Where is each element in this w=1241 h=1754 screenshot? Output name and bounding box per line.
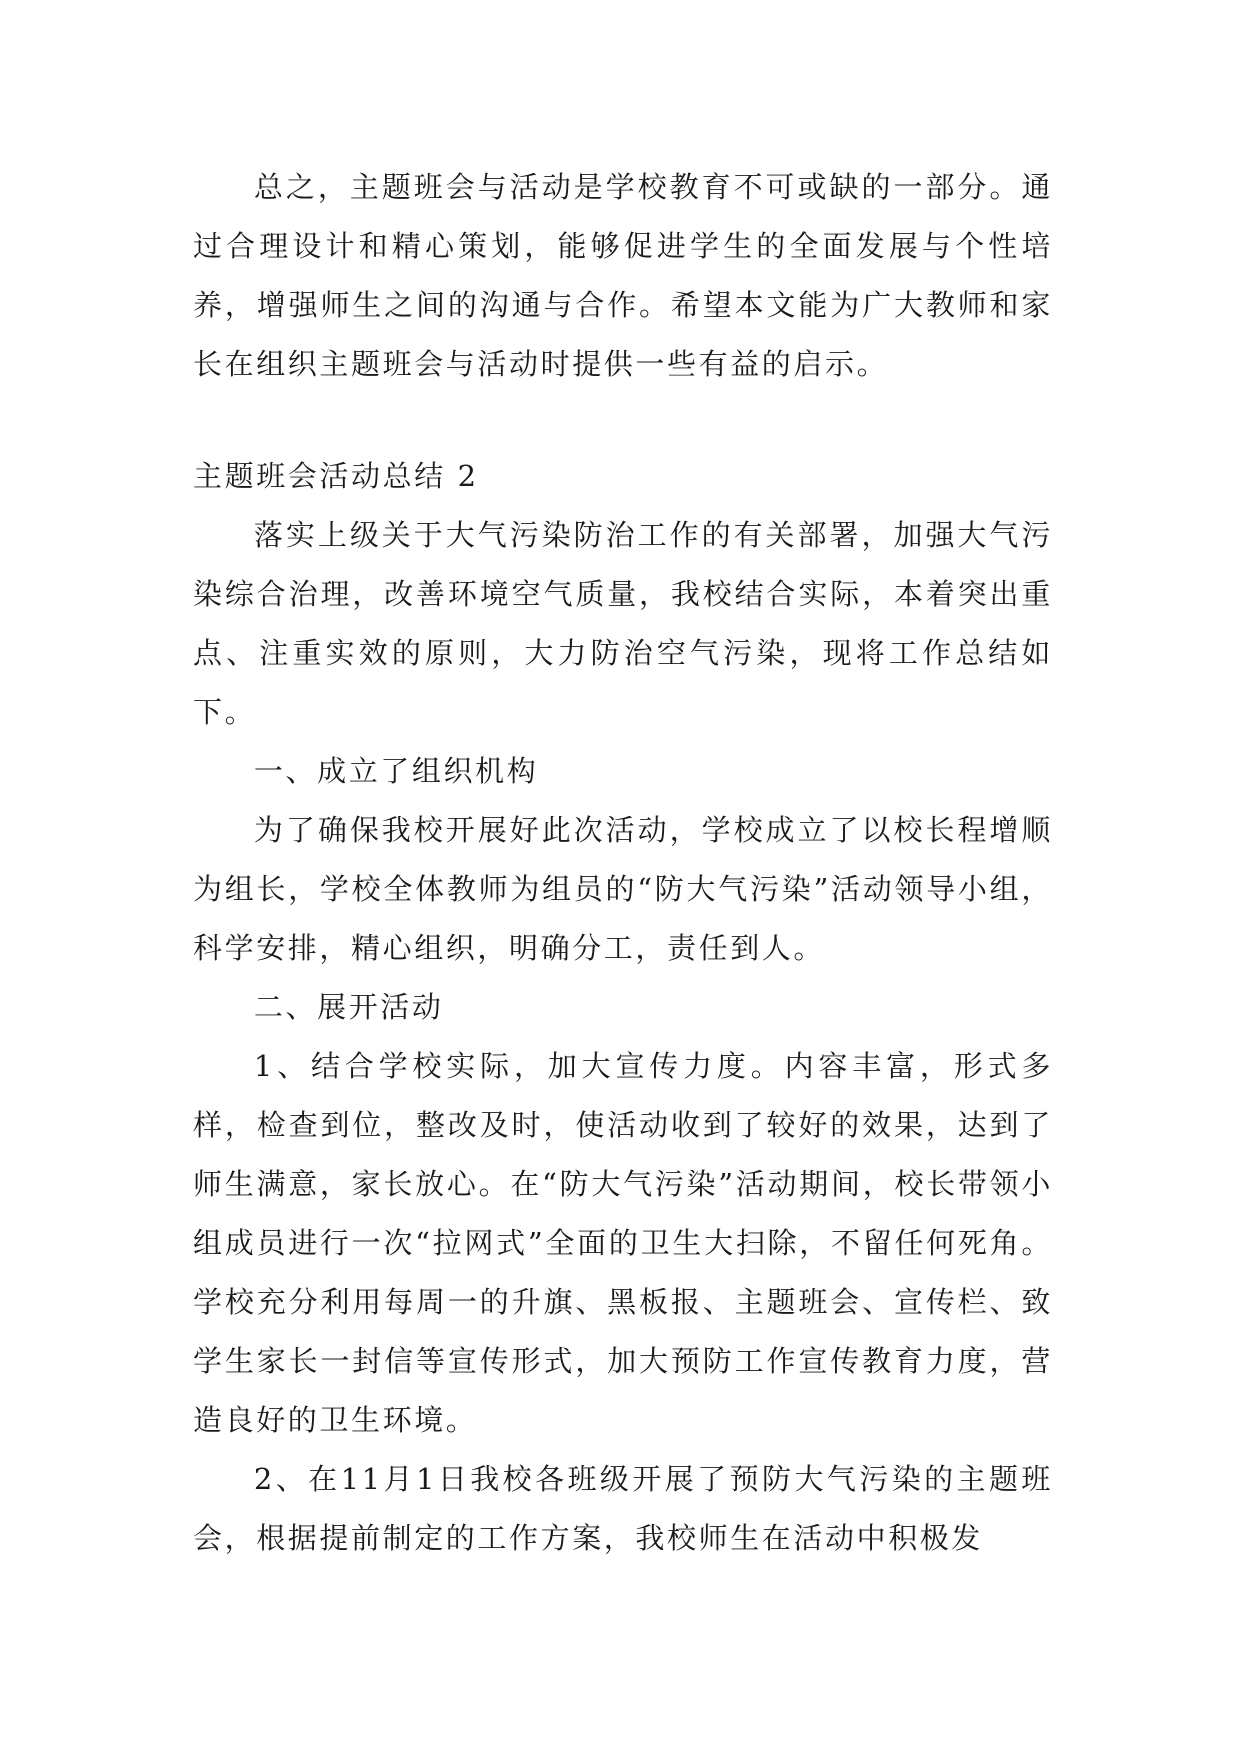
closing-paragraph: 总之，主题班会与活动是学校教育不可或缺的一部分。通过合理设计和精心策划，能够促进学生的全面发展与个性培养，增强师生之间的沟通与合作。希望本文能为广大教师和家长在组织主题班会与活动时提供一些有益的启示。 (193, 170, 1053, 381)
intro-paragraph: 落实上级关于大气污染防治工作的有关部署，加强大气污染综合治理，改善环境空气质量，我校结合实际，本着突出重点、注重实效的原则，大力防治空气污染，现将工作总结如下。 (193, 518, 1053, 729)
heading-organization: 一、成立了组织机构 (253, 754, 539, 788)
heading-activities: 二、展开活动 (253, 990, 444, 1024)
activity-item-1: 1、结合学校实际，加大宣传力度。内容丰富，形式多样，检查到位，整改及时，使活动收到了较好的效果，达到了师生满意，家长放心。在“防大气污染”活动期间，校长带领小组成员进行一次“拉网式”全面的卫生大扫除，不留任何死角。学校充分利用每周一的升旗、黑板报、主题班会、宣传栏、致学生家长一封信等宣传形式，加大预防工作宣传教育力度，营造良好的卫生环境。 (193, 1049, 1053, 1437)
section-title: 主题班会活动总结 2 (193, 459, 479, 493)
closing-section (193, 158, 1053, 394)
organization-paragraph: 为了确保我校开展好此次活动，学校成立了以校长程增顺为组长，学校全体教师为组员的“防大气污染”活动领导小组，科学安排，精心组织，明确分工，责任到人。 (193, 813, 1053, 965)
summary-section (193, 447, 1053, 1568)
activity-item-2: 2、在11月1日我校各班级开展了预防大气污染的主题班会，根据提前制定的工作方案，我校师生在活动中积极发 (193, 1462, 1053, 1555)
